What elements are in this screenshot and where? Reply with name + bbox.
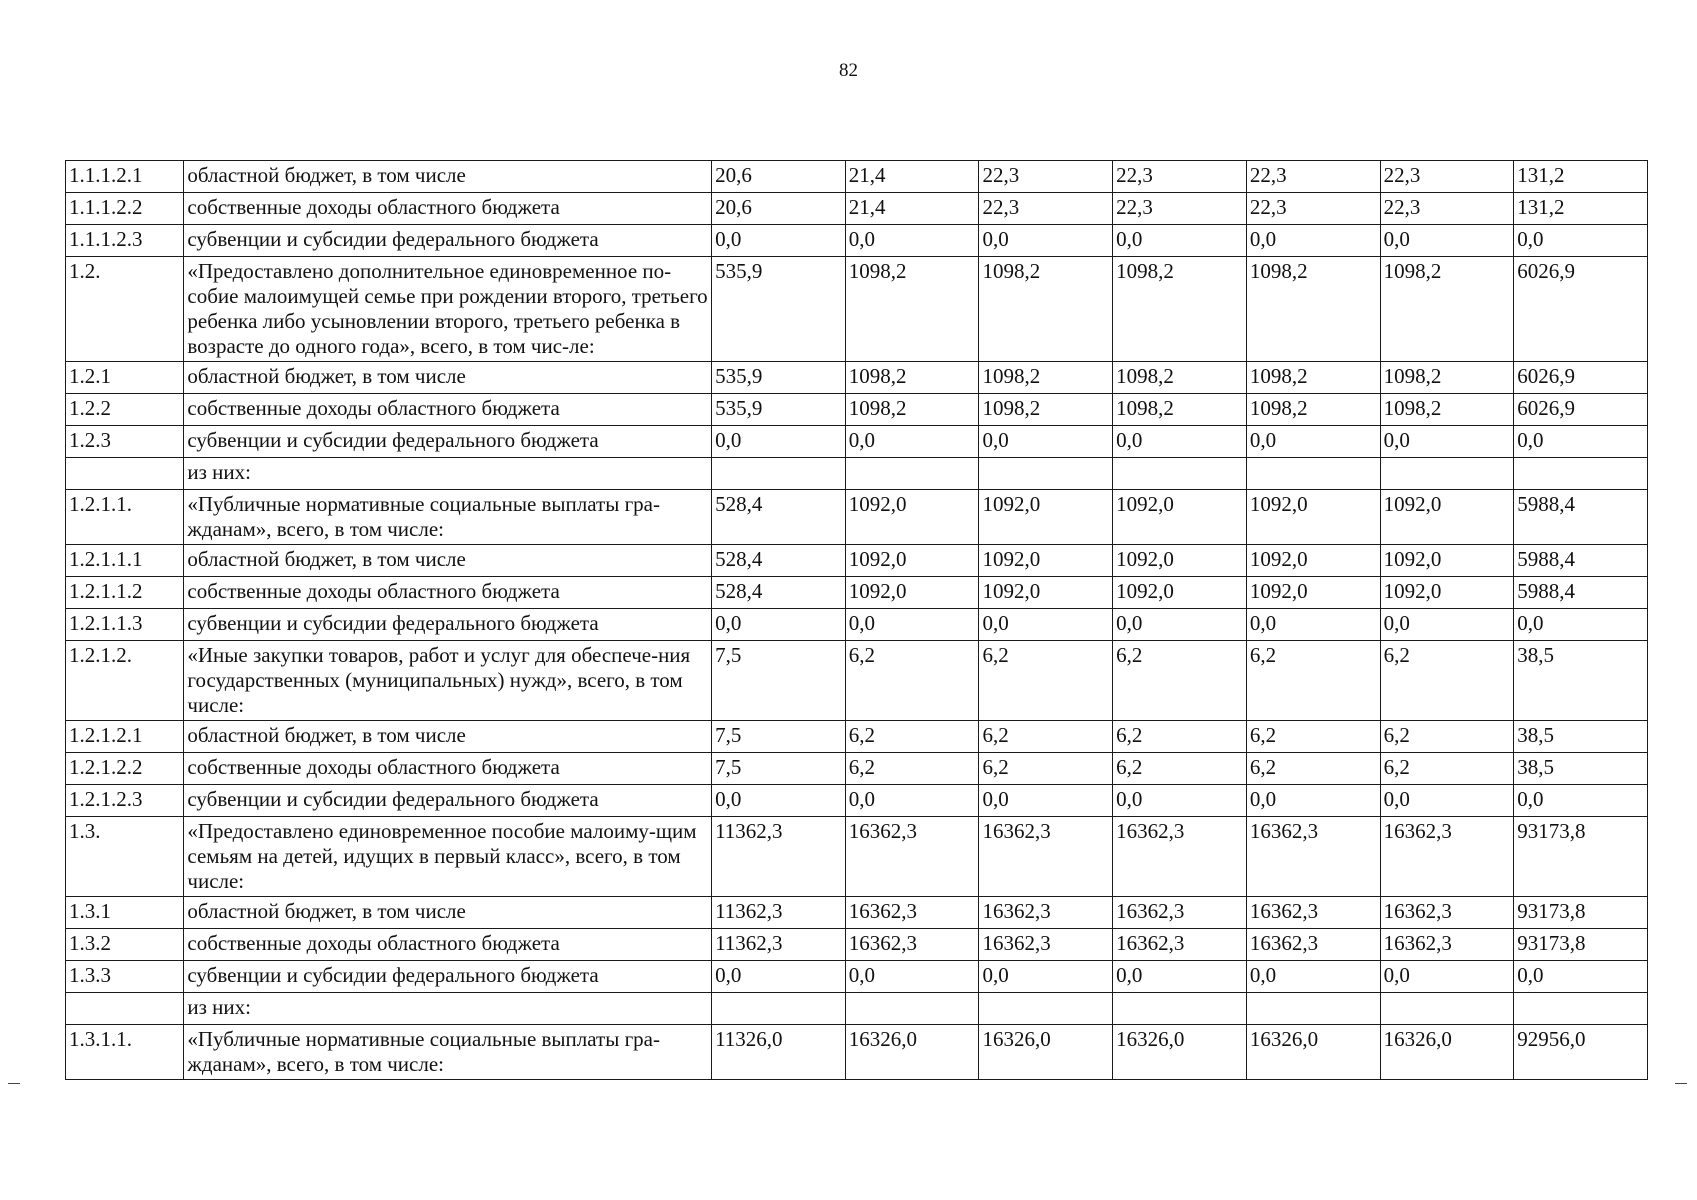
table-row (66, 929, 1648, 961)
row-value: 1098,2 (1113, 394, 1247, 426)
row-value: 16362,3 (979, 897, 1113, 929)
row-value: 93173,8 (1514, 817, 1648, 897)
row-value (979, 458, 1113, 490)
row-value: 22,3 (1246, 193, 1380, 225)
row-value: 0,0 (712, 225, 846, 257)
row-value: 1092,0 (845, 490, 979, 545)
row-value: 7,5 (712, 721, 846, 753)
row-value (1113, 458, 1247, 490)
row-value: 0,0 (712, 426, 846, 458)
row-value: 93173,8 (1514, 897, 1648, 929)
row-value: 0,0 (845, 225, 979, 257)
row-value: 93173,8 (1514, 929, 1648, 961)
row-value: 1092,0 (1380, 490, 1514, 545)
row-code: 1.2.2 (66, 394, 184, 426)
row-value (1514, 993, 1648, 1025)
row-value: 16362,3 (1113, 897, 1247, 929)
row-value: 5988,4 (1514, 545, 1648, 577)
row-value: 1092,0 (1246, 490, 1380, 545)
row-value: 0,0 (979, 426, 1113, 458)
row-value: 1098,2 (845, 394, 979, 426)
row-code: 1.3.3 (66, 961, 184, 993)
row-name: субвенции и субсидии федерального бюджета (184, 225, 712, 257)
row-name: из них: (184, 993, 712, 1025)
row-value: 16326,0 (845, 1025, 979, 1080)
row-value: 0,0 (1246, 785, 1380, 817)
row-value: 0,0 (1380, 225, 1514, 257)
table-row (66, 225, 1648, 257)
row-value (1246, 993, 1380, 1025)
table-body (66, 161, 1648, 1080)
row-value: 0,0 (1380, 609, 1514, 641)
row-value (1514, 458, 1648, 490)
row-code: 1.2.1.2. (66, 641, 184, 721)
row-value: 131,2 (1514, 193, 1648, 225)
row-value: 21,4 (845, 161, 979, 193)
row-value: 16362,3 (1380, 929, 1514, 961)
row-code: 1.2.1.1.2 (66, 577, 184, 609)
table-row (66, 193, 1648, 225)
row-value: 1098,2 (979, 394, 1113, 426)
row-value: 6,2 (1113, 721, 1247, 753)
row-name: из них: (184, 458, 712, 490)
row-value (712, 993, 846, 1025)
row-value: 1098,2 (845, 362, 979, 394)
row-value: 6,2 (845, 641, 979, 721)
row-value: 0,0 (1246, 225, 1380, 257)
row-value: 1092,0 (1380, 577, 1514, 609)
row-value: 11326,0 (712, 1025, 846, 1080)
row-value: 6,2 (979, 753, 1113, 785)
table-row (66, 817, 1648, 897)
row-value: 1092,0 (1113, 577, 1247, 609)
row-code: 1.3. (66, 817, 184, 897)
row-value: 0,0 (1380, 961, 1514, 993)
row-code: 1.2.1.1. (66, 490, 184, 545)
row-value (1113, 993, 1247, 1025)
row-value: 6,2 (979, 641, 1113, 721)
row-name: собственные доходы областного бюджета (184, 193, 712, 225)
row-code: 1.1.1.2.2 (66, 193, 184, 225)
table-row (66, 961, 1648, 993)
row-value: 20,6 (712, 193, 846, 225)
row-value: 38,5 (1514, 641, 1648, 721)
row-code: 1.2.1 (66, 362, 184, 394)
row-value: 21,4 (845, 193, 979, 225)
row-value: 5988,4 (1514, 577, 1648, 609)
row-value: 7,5 (712, 753, 846, 785)
row-value: 1092,0 (979, 490, 1113, 545)
table-row (66, 785, 1648, 817)
row-value: 7,5 (712, 641, 846, 721)
row-value: 0,0 (1113, 426, 1247, 458)
table-row (66, 993, 1648, 1025)
row-value: 38,5 (1514, 753, 1648, 785)
row-value: 11362,3 (712, 897, 846, 929)
row-value: 11362,3 (712, 929, 846, 961)
row-value: 16362,3 (1113, 929, 1247, 961)
row-value: 16326,0 (1113, 1025, 1247, 1080)
row-value (1380, 458, 1514, 490)
row-value: 1098,2 (1246, 394, 1380, 426)
table-row (66, 897, 1648, 929)
row-value: 22,3 (979, 193, 1113, 225)
table-row (66, 490, 1648, 545)
row-value: 6,2 (1246, 721, 1380, 753)
row-value: 131,2 (1514, 161, 1648, 193)
row-code: 1.1.1.2.3 (66, 225, 184, 257)
row-value: 1092,0 (845, 577, 979, 609)
row-value: 16362,3 (1246, 817, 1380, 897)
row-value: 22,3 (1113, 161, 1247, 193)
row-code: 1.2.1.1.1 (66, 545, 184, 577)
row-name: «Предоставлено единовременное пособие малоиму-щим семьям на детей, идущих в первый класс», всего, в том числе: (184, 817, 712, 897)
row-value: 0,0 (979, 785, 1113, 817)
row-name: областной бюджет, в том числе (184, 721, 712, 753)
row-name: «Иные закупки товаров, работ и услуг для обеспече-ния государственных (муниципальных) нужд», всего, в том числе: (184, 641, 712, 721)
row-value: 1092,0 (979, 577, 1113, 609)
row-value: 0,0 (1514, 426, 1648, 458)
row-value: 16326,0 (979, 1025, 1113, 1080)
row-value: 16362,3 (845, 897, 979, 929)
row-value: 1092,0 (1246, 577, 1380, 609)
row-value: 6,2 (1113, 753, 1247, 785)
row-value (845, 458, 979, 490)
row-value: 5988,4 (1514, 490, 1648, 545)
row-code: 1.3.1 (66, 897, 184, 929)
row-value: 16362,3 (979, 929, 1113, 961)
table-row (66, 394, 1648, 426)
row-value: 528,4 (712, 490, 846, 545)
row-name: областной бюджет, в том числе (184, 362, 712, 394)
row-code (66, 993, 184, 1025)
row-value: 1098,2 (1380, 257, 1514, 362)
row-value (845, 993, 979, 1025)
row-value: 0,0 (845, 785, 979, 817)
row-value: 6,2 (1246, 753, 1380, 785)
row-name: областной бюджет, в том числе (184, 545, 712, 577)
row-value: 0,0 (1113, 609, 1247, 641)
row-value: 0,0 (1246, 609, 1380, 641)
row-value: 528,4 (712, 545, 846, 577)
table-row (66, 545, 1648, 577)
table-row (66, 1025, 1648, 1080)
row-name: областной бюджет, в том числе (184, 897, 712, 929)
row-value: 1098,2 (1246, 362, 1380, 394)
row-value: 1092,0 (1113, 490, 1247, 545)
row-name: субвенции и субсидии федерального бюджета (184, 961, 712, 993)
row-code: 1.2.1.1.3 (66, 609, 184, 641)
row-value: 38,5 (1514, 721, 1648, 753)
row-value: 16362,3 (1246, 929, 1380, 961)
row-code: 1.2. (66, 257, 184, 362)
row-value: 0,0 (1514, 609, 1648, 641)
row-value: 0,0 (1380, 785, 1514, 817)
left-edge-mark (8, 1083, 20, 1084)
row-value: 16326,0 (1380, 1025, 1514, 1080)
row-value: 6,2 (1246, 641, 1380, 721)
row-value: 1098,2 (979, 257, 1113, 362)
row-name: «Публичные нормативные социальные выплаты гра-жданам», всего, в том числе: (184, 1025, 712, 1080)
row-code: 1.2.1.2.2 (66, 753, 184, 785)
row-name: собственные доходы областного бюджета (184, 753, 712, 785)
row-value: 1092,0 (1113, 545, 1247, 577)
row-value: 11362,3 (712, 817, 846, 897)
row-value: 1092,0 (979, 545, 1113, 577)
table-row (66, 426, 1648, 458)
row-value: 92956,0 (1514, 1025, 1648, 1080)
row-value: 0,0 (979, 225, 1113, 257)
row-code: 1.1.1.2.1 (66, 161, 184, 193)
row-value: 16362,3 (845, 929, 979, 961)
row-value: 1098,2 (1380, 394, 1514, 426)
row-value: 6,2 (845, 721, 979, 753)
row-value (1380, 993, 1514, 1025)
row-value (712, 458, 846, 490)
row-value: 6026,9 (1514, 362, 1648, 394)
row-value: 0,0 (712, 785, 846, 817)
row-name: «Предоставлено дополнительное единовременное по-собие малоимущей семье при рождении второго, третьего ребенка либо усыновлении второго, третьего ребенка в возрасте до одного года», всего, в том чис-ле: (184, 257, 712, 362)
row-name: областной бюджет, в том числе (184, 161, 712, 193)
row-value: 0,0 (845, 426, 979, 458)
row-code: 1.2.3 (66, 426, 184, 458)
row-value: 1098,2 (845, 257, 979, 362)
row-value: 0,0 (1113, 225, 1247, 257)
row-value: 6,2 (845, 753, 979, 785)
row-name: субвенции и субсидии федерального бюджета (184, 426, 712, 458)
row-value: 0,0 (979, 961, 1113, 993)
row-name: «Публичные нормативные социальные выплаты гра-жданам», всего, в том числе: (184, 490, 712, 545)
row-value: 6,2 (1113, 641, 1247, 721)
table-row (66, 257, 1648, 362)
row-value: 16362,3 (1113, 817, 1247, 897)
row-value: 535,9 (712, 362, 846, 394)
row-value: 1098,2 (1113, 257, 1247, 362)
row-value: 0,0 (1246, 426, 1380, 458)
row-value: 0,0 (712, 961, 846, 993)
row-name: собственные доходы областного бюджета (184, 394, 712, 426)
row-value: 0,0 (845, 609, 979, 641)
right-edge-mark (1675, 1083, 1687, 1084)
row-code: 1.2.1.2.1 (66, 721, 184, 753)
row-value: 535,9 (712, 394, 846, 426)
row-value: 535,9 (712, 257, 846, 362)
table-row (66, 362, 1648, 394)
row-value: 1098,2 (1113, 362, 1247, 394)
row-value: 1092,0 (1380, 545, 1514, 577)
row-value: 16362,3 (1380, 897, 1514, 929)
table-row (66, 609, 1648, 641)
row-value: 20,6 (712, 161, 846, 193)
row-value: 16362,3 (1246, 897, 1380, 929)
row-value: 0,0 (1514, 961, 1648, 993)
row-value: 6026,9 (1514, 257, 1648, 362)
row-value: 22,3 (979, 161, 1113, 193)
row-value: 6,2 (1380, 753, 1514, 785)
row-value: 22,3 (1113, 193, 1247, 225)
row-value: 0,0 (712, 609, 846, 641)
row-value: 528,4 (712, 577, 846, 609)
table-row (66, 753, 1648, 785)
row-value: 0,0 (1113, 961, 1247, 993)
row-value: 22,3 (1380, 193, 1514, 225)
row-value: 22,3 (1380, 161, 1514, 193)
table-row (66, 721, 1648, 753)
row-value: 16362,3 (1380, 817, 1514, 897)
row-value: 16326,0 (1246, 1025, 1380, 1080)
row-name: собственные доходы областного бюджета (184, 577, 712, 609)
row-value: 1092,0 (845, 545, 979, 577)
row-value: 16362,3 (845, 817, 979, 897)
row-value: 0,0 (1380, 426, 1514, 458)
row-value: 22,3 (1246, 161, 1380, 193)
row-value (1246, 458, 1380, 490)
budget-table (65, 160, 1648, 1080)
row-value: 0,0 (1246, 961, 1380, 993)
row-name: собственные доходы областного бюджета (184, 929, 712, 961)
row-value: 6,2 (979, 721, 1113, 753)
row-value: 1098,2 (1380, 362, 1514, 394)
row-value (979, 993, 1113, 1025)
row-name: субвенции и субсидии федерального бюджета (184, 609, 712, 641)
row-value: 6026,9 (1514, 394, 1648, 426)
row-value: 6,2 (1380, 641, 1514, 721)
table-row (66, 161, 1648, 193)
page-number: 82 (839, 60, 858, 81)
row-value: 0,0 (845, 961, 979, 993)
row-name: субвенции и субсидии федерального бюджета (184, 785, 712, 817)
row-code: 1.2.1.2.3 (66, 785, 184, 817)
row-value: 1098,2 (979, 362, 1113, 394)
row-code: 1.3.2 (66, 929, 184, 961)
row-value: 0,0 (1514, 785, 1648, 817)
row-value: 6,2 (1380, 721, 1514, 753)
row-code: 1.3.1.1. (66, 1025, 184, 1080)
row-value: 0,0 (1514, 225, 1648, 257)
row-value: 0,0 (979, 609, 1113, 641)
row-code (66, 458, 184, 490)
row-value: 0,0 (1113, 785, 1247, 817)
table-row (66, 641, 1648, 721)
table-row (66, 458, 1648, 490)
row-value: 1092,0 (1246, 545, 1380, 577)
table-row (66, 577, 1648, 609)
row-value: 16362,3 (979, 817, 1113, 897)
row-value: 1098,2 (1246, 257, 1380, 362)
